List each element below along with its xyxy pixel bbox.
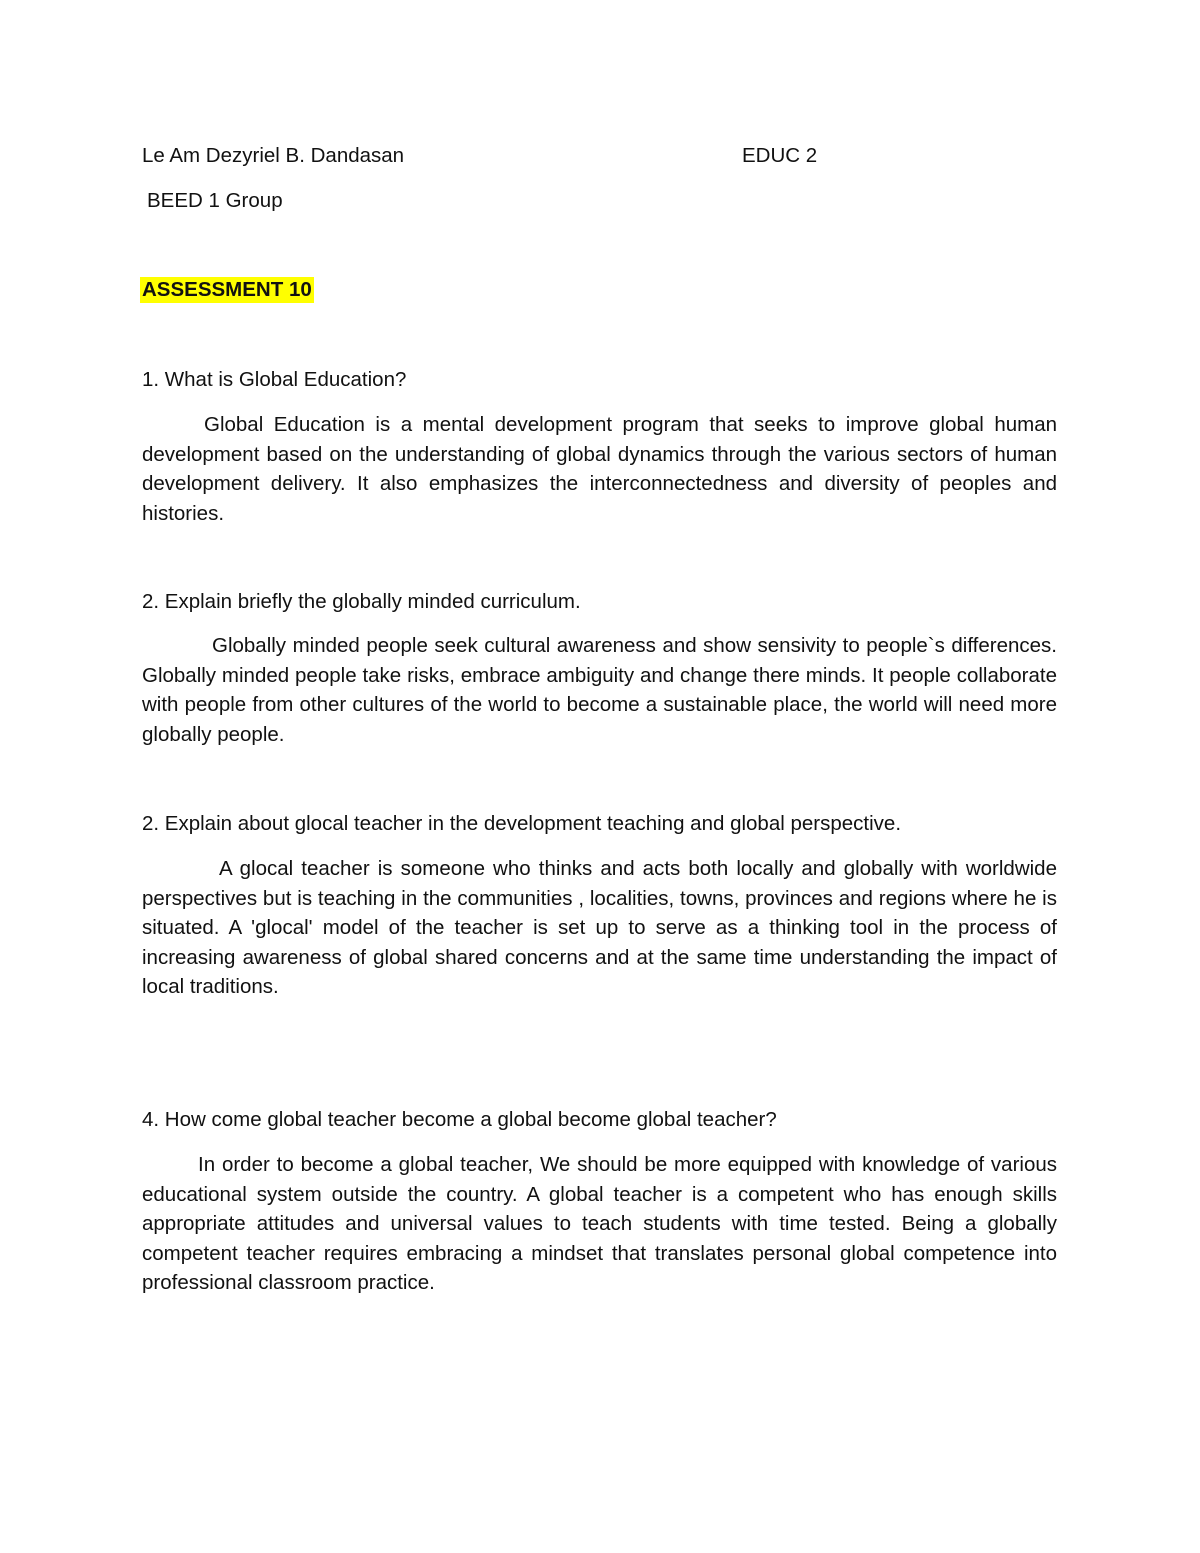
- answer-4: In order to become a global teacher, We should be more equipped with knowledge of various educational system outside the country. A global teacher is a competent who has enough skills appropriate attitudes and universal values to teach students with time tested. Being a globally competent teacher requires embracing a mindset that translates personal global competence into professional classroom practice.: [142, 1153, 1057, 1295]
- student-name: Le Am Dezyriel B. Dandasan: [142, 144, 405, 167]
- assessment-title: ASSESSMENT 10: [142, 278, 312, 301]
- answer-1: Global Education is a mental development program that seeks to improve global human development based on the understanding of global dynamics through the various sectors of human development delivery. It also emphasizes the interconnectedness and diversity of peoples and histories.: [142, 413, 1057, 525]
- student-group: BEED 1 Group: [147, 189, 283, 212]
- question-1: 1. What is Global Education?: [142, 368, 407, 391]
- question-2: 2. Explain briefly the globally minded curriculum.: [142, 590, 581, 613]
- question-3: 2. Explain about glocal teacher in the development teaching and global perspective.: [142, 812, 902, 835]
- question-4: 4. How come global teacher become a global become global teacher?: [142, 1108, 777, 1131]
- answer-2: Globally minded people seek cultural awareness and show sensivity to people`s differences. Globally minded people take risks, embrace ambiguity and change there minds. It people collaborate with people from other cultures of the world to become a sustainable place, the world will need more globally people.: [142, 634, 1057, 746]
- course-code: EDUC 2: [742, 144, 818, 167]
- answer-3: A glocal teacher is someone who thinks and acts both locally and globally with worldwide perspectives but is teaching in the communities , localities, towns, provinces and regions where he is situated. A 'glocal' model of the teacher is set up to serve as a thinking tool in the process of increasing awareness of global shared concerns and at the same time understanding the impact of local traditions.: [142, 857, 1057, 999]
